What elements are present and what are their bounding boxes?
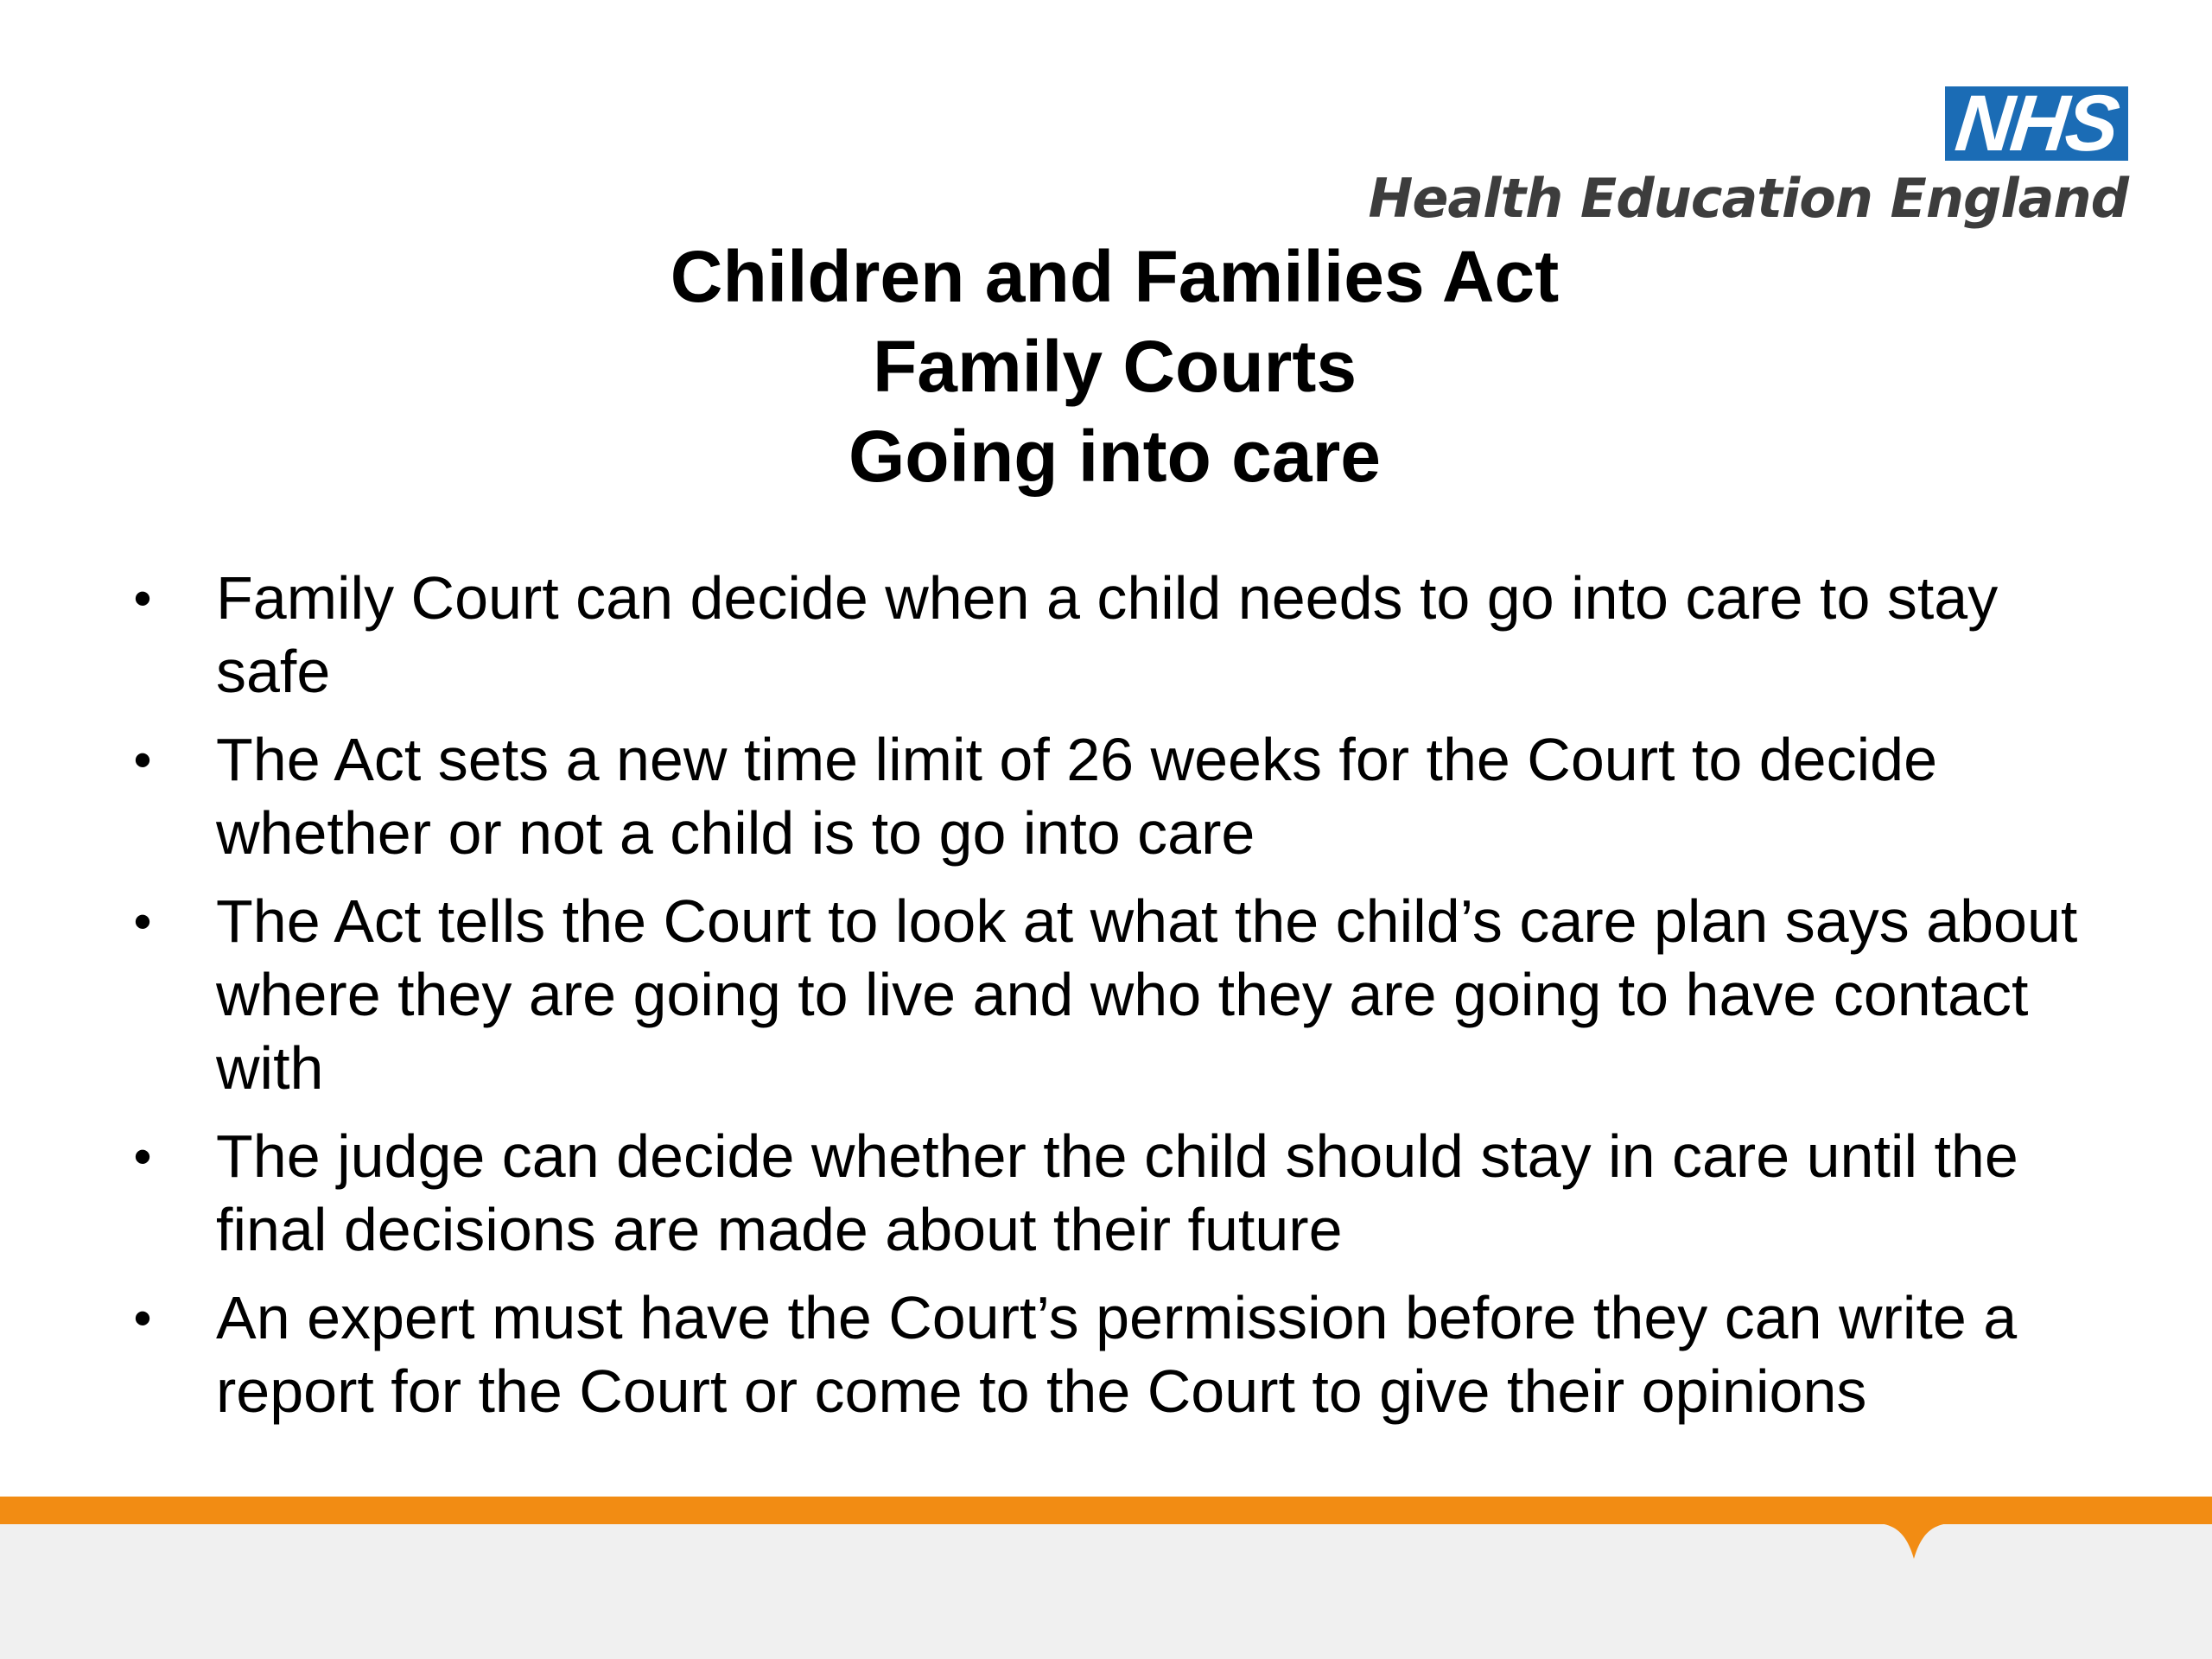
bullet-dot-icon: • [133, 731, 152, 789]
bullet-item [130, 562, 2100, 709]
bullet-dot-icon: • [133, 893, 152, 950]
bullet-item [130, 885, 2100, 1105]
title-line-1: Children and Families Act [670, 236, 1560, 317]
bullet-text: The Act sets a new time limit of 26 weeks for the Court to decide whether or not a child is to go into care [216, 726, 1938, 867]
organisation-name: Health Education England [1368, 167, 2128, 230]
nhs-logo-box [1945, 79, 2128, 168]
footer-notch-icon [1866, 1522, 1961, 1560]
slide-title [0, 232, 2212, 501]
nhs-logo-text: NHS [1952, 79, 2121, 168]
bullet-dot-icon: • [133, 1128, 152, 1185]
bullet-dot-icon: • [133, 569, 152, 627]
bullet-item [130, 1281, 2100, 1428]
bullet-text: An expert must have the Court’s permission before they can write a report for the Court or come to the Court to give their opinions [216, 1284, 2018, 1425]
bullet-item [130, 1120, 2100, 1267]
footer-orange-band [0, 1497, 2212, 1524]
bullet-text: The judge can decide whether the child should stay in care until the final decisions are made about their future [216, 1122, 2018, 1263]
nhs-hee-logo [1351, 79, 2128, 242]
title-line-2: Family Courts [872, 326, 1357, 407]
bullet-dot-icon: • [133, 1289, 152, 1347]
bullet-text: Family Court can decide when a child needs to go into care to stay safe [216, 564, 1999, 705]
title-line-3: Going into care [848, 416, 1382, 497]
bullet-item [130, 723, 2100, 870]
bullet-text: The Act tells the Court to look at what the child’s care plan says about where they are going to live and who they are going to have contact with [216, 887, 2078, 1102]
bullet-list [130, 562, 2100, 1443]
